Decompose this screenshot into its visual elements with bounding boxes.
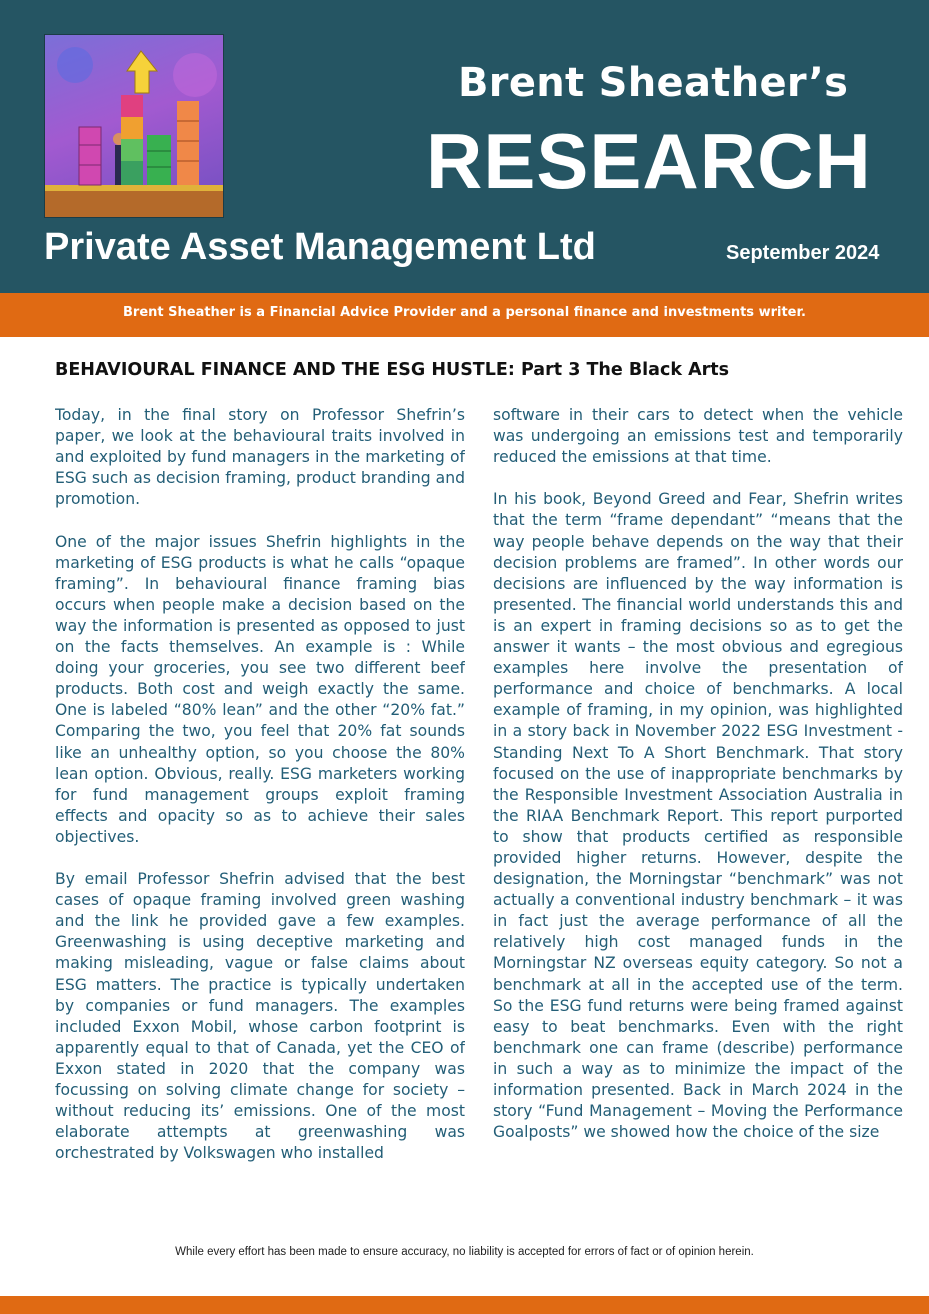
masthead-title-line1: Brent Sheather’s [458, 60, 849, 106]
article-headline: BEHAVIOURAL FINANCE AND THE ESG HUSTLE: Part 3 The Black Arts [55, 360, 730, 380]
article-paragraph: One of the major issues Shefrin highlights in the marketing of ESG products is what he calls “opaque framing”. In behavioural finance framing bias occurs when people make a decision based on the way the information is presented as opposed to just on the facts themselves. An example is : While doing your groceries, you see two different beef products. Both cost and weigh exactly the same. One is labeled “80% lean” and the other “20% fat.” Comparing the two, you feel that 20% fat sounds like an unhealthy option, so you choose the 80% lean option. Obvious, really. ESG marketers working for fund management groups exploit framing effects and opacity so as to achieve their sales objectives. [55, 532, 465, 846]
article-paragraph: By email Professor Shefrin advised that the best cases of opaque framing involved green washing and the link he provided gave a few examples. Greenwashing is using deceptive marketing and making misleading, vague or false claims about ESG matters. The practice is typically undertaken by companies or fund managers. The examples included Exxon Mobil, whose carbon footprint is apparently equal to that of Canada, yet the CEO of Exxon stated in 2020 that the company was focussing on solving climate change for society – without reducing its’ emissions. One of the most elaborate attempts at greenwashing was orchestrated by Volkswagen who installed [55, 870, 465, 1163]
page-header [0, 0, 929, 293]
article-paragraph: In his book, Beyond Greed and Fear, Shefrin writes that the term “frame dependant” “means that the way people behave depends on the way that their decision problems are framed”. In other words our decisions are influenced by the way information is presented. The financial world understands this and is an expert in framing decisions so as to get the answer it wants – the most obvious and egregious examples here involve the presentation of performance and choice of benchmarks. A local example of framing, in my opinion, was highlighted in a story back in November 2022 ESG Investment - Standing Next To A Short Benchmark. That story focused on the use of inappropriate benchmarks by the Responsible Investment Association Australia in the RIAA Benchmark Report. This report purported to show that products certified as responsible provided higher returns. However, despite the designation, the Morningstar “benchmark” was not actually a conventional industry benchmark – it was in fact just the average performance of all the relatively high cost managed funds in the Morningstar NZ overseas equity category. So not a benchmark at all in the accepted use of the term. So the ESG fund returns were being framed against easy to beat benchmarks. Even with the right benchmark one can frame (describe) performance in such a way as to minimize the impact of the information presented. Back in March 2024 in the story “Fund Management – Moving the Performance Goalposts” we showed how the choice of the size [493, 490, 903, 1142]
rising-bar-blocks-illustration-icon [44, 34, 224, 218]
footer-bar [0, 1296, 929, 1314]
company-name: Private Asset Management Ltd [44, 226, 596, 268]
author-banner-text: Brent Sheather is a Financial Advice Provider and a personal finance and investments writer. [123, 305, 806, 320]
issue-date: September 2024 [726, 242, 880, 264]
left-column [55, 405, 465, 1188]
author-banner [0, 293, 929, 337]
masthead-title-research: RESEARCH [426, 117, 872, 205]
footer-disclaimer: While every effort has been made to ensure accuracy, no liability is accepted for errors of fact or of opinion herein. [175, 1246, 754, 1258]
article-paragraph: Today, in the final story on Professor Shefrin’s paper, we look at the behavioural traits involved in and exploited by fund managers in the marketing of ESG such as decision framing, product branding and promotion. [55, 406, 465, 509]
article-paragraph: software in their cars to detect when the vehicle was undergoing an emissions test and temporarily reduced the emissions at that time. [493, 406, 903, 467]
right-column [493, 405, 903, 1188]
